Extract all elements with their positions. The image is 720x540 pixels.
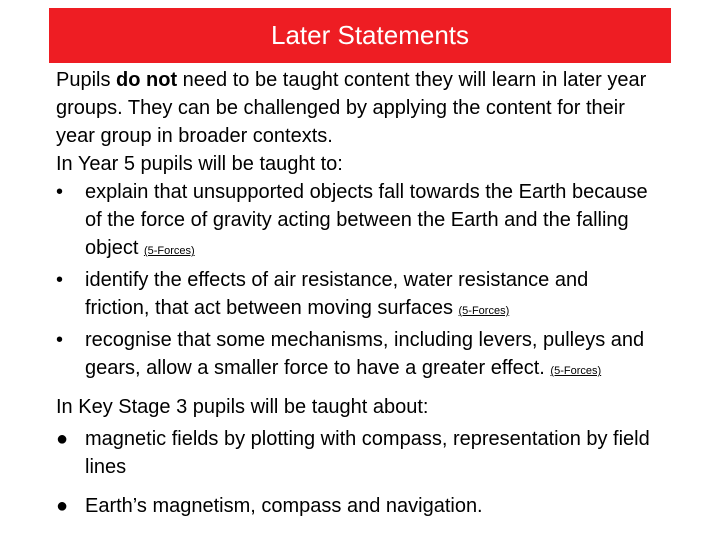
year5-bullet-2 xyxy=(56,266,656,322)
bullet-text: identify the effects of air resistance, water resistance and friction, that act between moving surfaces xyxy=(85,269,589,319)
bullet-icon: • xyxy=(56,269,64,291)
bullet-text: Earth’s magnetism, compass and navigation. xyxy=(85,495,483,517)
year5-bullet-1 xyxy=(56,178,656,262)
statements-content xyxy=(56,66,656,520)
intro-paragraph xyxy=(56,66,656,150)
year5-bullet-3 xyxy=(56,326,656,382)
intro-text-post: need to be taught content they will learn in later year groups. They can be challenged by applying the content for their year group in broader contexts. xyxy=(56,69,647,147)
title-banner xyxy=(49,8,671,63)
bullet-text: explain that unsupported objects fall towards the Earth because of the force of gravity acting between the Earth and the falling object xyxy=(85,181,648,259)
bullet-icon: ● xyxy=(56,495,69,517)
bullet-icon: • xyxy=(56,329,64,351)
curriculum-ref: (5-Forces) xyxy=(458,305,510,317)
intro-emphasis: do not xyxy=(116,69,178,91)
ks3-bullet-1 xyxy=(56,425,656,481)
page-title: Later Statements xyxy=(271,20,469,50)
curriculum-ref: (5-Forces) xyxy=(143,245,195,257)
bullet-icon: ● xyxy=(56,428,69,450)
bullet-icon: • xyxy=(56,181,64,203)
ks3-heading: In Key Stage 3 pupils will be taught about: xyxy=(56,396,429,418)
bullet-text: magnetic fields by plotting with compass, representation by field lines xyxy=(85,428,650,478)
year5-heading: In Year 5 pupils will be taught to: xyxy=(56,153,343,175)
curriculum-ref: (5-Forces) xyxy=(550,365,602,377)
bullet-text: recognise that some mechanisms, including levers, pulleys and gears, allow a smaller force to have a greater effect. xyxy=(85,329,645,379)
ks3-bullet-2 xyxy=(56,492,656,520)
intro-text-pre: Pupils xyxy=(56,69,117,91)
